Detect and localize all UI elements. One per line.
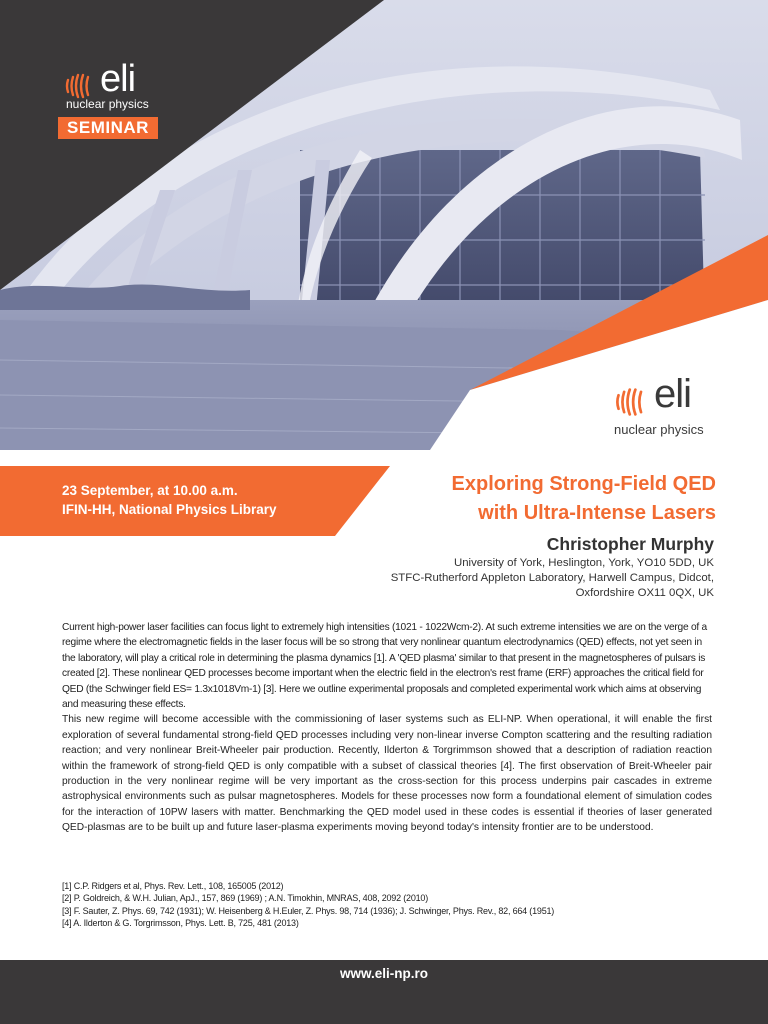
reference-item: [2] P. Goldreich, & W.H. Julian, ApJ., 157, 869 (1969) ; A.N. Timokhin, MNRAS, 408, 2092 (2010) xyxy=(62,893,429,904)
affiliation-line: University of York, Heslington, York, YO10 5DD, UK xyxy=(453,557,714,569)
logo-wordmark: eli xyxy=(654,372,692,416)
eli-np-logo-large xyxy=(614,372,724,440)
event-date-time: 23 September, at 10.00 a.m. xyxy=(62,483,238,498)
reference-item: [1] C.P. Ridgers et al, Phys. Rev. Lett., 108, 165005 (2012) xyxy=(62,881,284,891)
abstract-paragraph: This new regime will become accessible with the commissioning of laser systems such as ELI-NP. When operational, it will enable the first exploration of several fundamental strong-field QED processes including very non-linear inverse Compton scattering and the resulting radiation reaction; and very nonlinear Breit-Wheeler pair production. Recently, Ilderton & Torgrimmson showed that a description of radiation reaction within the framework of strong-field QED is only compatible with a subset of classical theories [4]. The first observation of Breit-Wheeler pair production in the very nonlinear regime will be very important as the cross-section for this process underpins pair cascades in extreme astrophysical environments such as pulsar magnetospheres. Models for these processes now form a foundational element of simulation codes for the interaction of 10PW lasers with matter. Benchmarking the QED model used in these codes is essential if theories of laser generated QED-plasmas are to be built up and future laser-plasma experiments moving beyond today's intensity frontier are to be understood. xyxy=(62,714,712,834)
seminar-badge: SEMINAR xyxy=(58,117,158,139)
event-location: IFIN-HH, National Physics Library xyxy=(62,502,277,517)
references xyxy=(62,880,712,930)
logo-waves-icon xyxy=(614,384,650,420)
talk-title-line1: Exploring Strong-Field QED xyxy=(451,473,716,495)
affiliation-line: STFC-Rutherford Appleton Laboratory, Harwell Campus, Didcot, xyxy=(390,572,714,584)
abstract xyxy=(62,620,712,836)
eli-np-logo xyxy=(64,58,174,114)
logo-subtitle: nuclear physics xyxy=(614,422,704,437)
logo-wordmark: eli xyxy=(100,58,136,100)
abstract-paragraph: Current high-power laser facilities can focus light to extremely high intensities (1021 - 1022Wcm-2). At such extreme intensities we are on the verge of a regime where the electromagnetic fields in the laser focus will be so strong that very nonlinear quantum electrodynamics (QED) effects, not yet seen in the laboratory, will play a critical role in determining the plasma dynamics [1]. A 'QED plasma' similar to that present in the magnetospheres of pulsars is created [2]. These nonlinear QED processes become important when the electric field in the electron's rest frame (ERF) approaches the critical field for QED (the Schwinger field ES= 1.3x1018Vm-1) [3]. Here we outline experimental proposals and completed experimental work which aims at observing and measuring these effects. xyxy=(62,622,707,711)
logo-subtitle: nuclear physics xyxy=(66,97,149,111)
talk-title-line2: with Ultra-Intense Lasers xyxy=(478,502,716,524)
speaker-name: Christopher Murphy xyxy=(546,534,714,554)
affiliation-line: Oxfordshire OX11 0QX, UK xyxy=(575,587,714,599)
speaker-affiliation xyxy=(294,556,714,601)
talk-title xyxy=(316,470,716,528)
reference-item: [3] F. Sauter, Z. Phys. 69, 742 (1931); W. Heisenberg & H.Euler, Z. Phys. 98, 714 (1936); J. Schwinger, Phys. Rev., 82, 664 (1951) xyxy=(62,905,555,916)
website-link[interactable]: www.eli-np.ro xyxy=(339,966,428,981)
reference-item: [4] A. Ilderton & G. Torgrimsson, Phys. Lett. B, 725, 481 (2013) xyxy=(62,918,299,929)
